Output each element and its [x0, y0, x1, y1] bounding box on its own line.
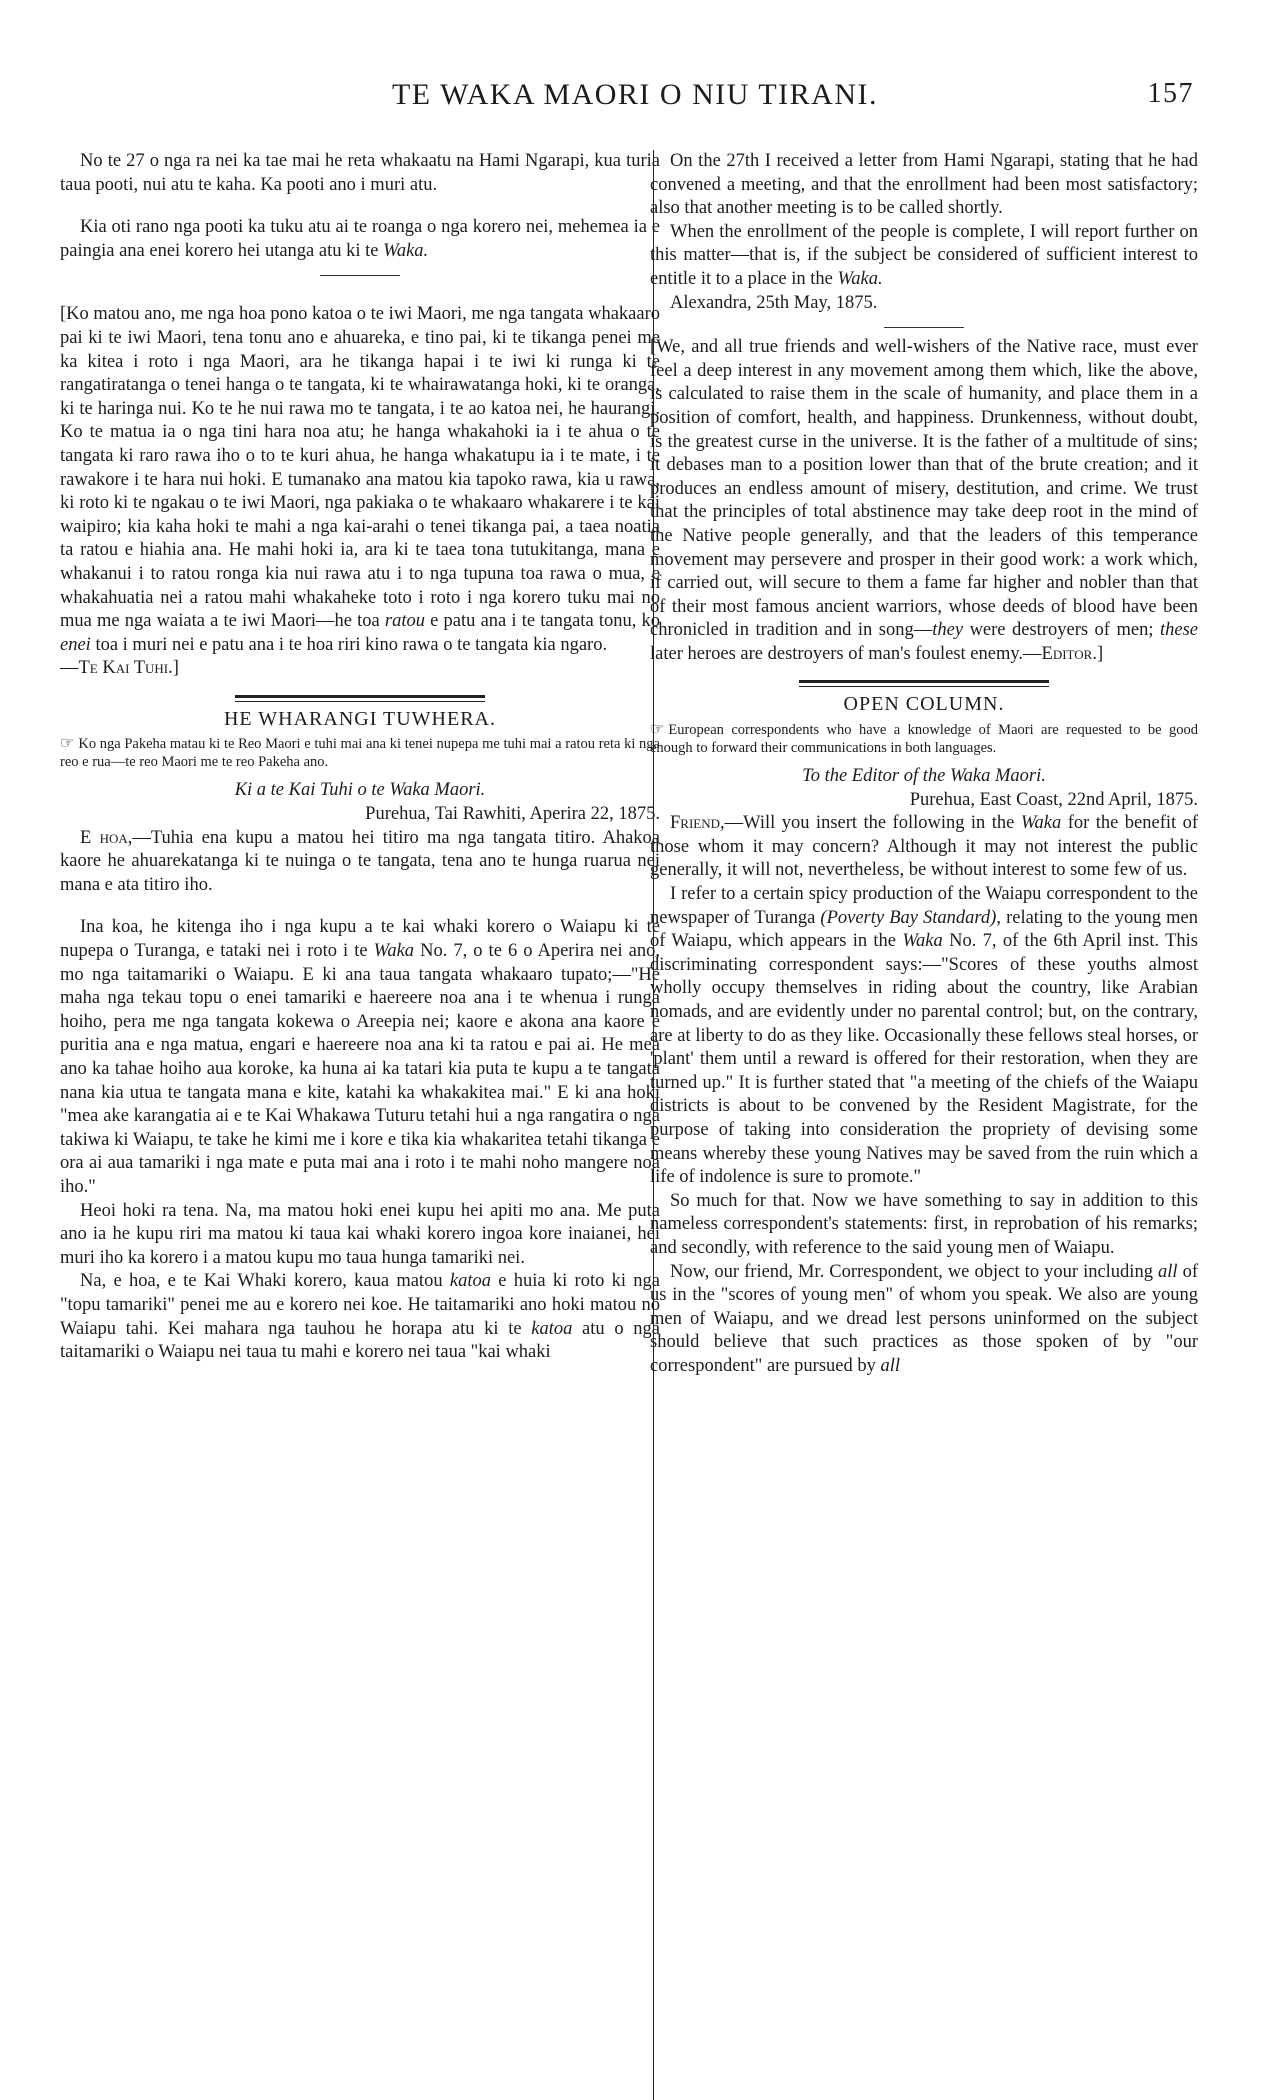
- maori-letter-paragraph-4: Na, e hoa, e te Kai Whaki korero, kaua matou katoa e huia ki roto ki nga "topu tamariki" penei me au e korero nei koe. He taitamariki ano hoki matou no Waiapu tahi. Kei mahara nga tauhou he horapa atu ki te katoa atu o nga taitamariki o Waiapu nei taua tu mahi e korero nei taua "kai whaki: [60, 1271, 660, 1363]
- english-editor-signature: Editor.]: [1041, 643, 1104, 664]
- english-paragraph-2: When the enrollment of the people is complete, I will report further on this matter—that is, if the subject be considered of sufficient interest to entitle it to a place in the Waka.: [650, 221, 1198, 289]
- section-rule: [320, 275, 400, 276]
- section-double-rule: [799, 680, 1049, 687]
- maori-place-date: Purehua, Tai Rawhiti, Aperira 22, 1875.: [365, 804, 660, 825]
- maori-letter-paragraph-1: E hoa,—Tuhia ena kupu a matou hei titiro ma nga tangata titiro. Ahakoa kaore he ahuarekatanga ki te nuinga o te tangata, tena ano te hunga ruarua nei mana e ata titiro iho.: [60, 827, 660, 895]
- pointing-hand-icon: ☞: [60, 735, 75, 753]
- maori-salutation: E hoa,: [80, 827, 133, 848]
- english-paragraph-1: On the 27th I received a letter from Hami Ngarapi, stating that he had convened a meeting, and that the enrollment had been most satisfactory; also that another meeting is to be called shortly.: [650, 151, 1198, 219]
- section-rule: [884, 327, 964, 328]
- maori-paragraph-2: Kia oti rano nga pooti ka tuku atu ai te roanga o nga korero nei, mehemea ia e paingia ana enei korero hei utanga atu ki te Waka.: [60, 217, 660, 261]
- english-letter-paragraph-1: Friend,—Will you insert the following in the Waka for the benefit of those whom it may concern? Although it may not interest the public generally, it will not, nevertheless, be without interest to some few of us.: [650, 813, 1198, 881]
- english-addressee: To the Editor of the Waka Maori.: [802, 766, 1046, 787]
- page-title: TE WAKA MAORI O NIU TIRANI.: [391, 78, 879, 111]
- pointing-hand-icon: ☞: [650, 721, 665, 739]
- maori-letter-paragraph-3: Heoi hoki ra tena. Na, ma matou hoki enei kupu hei apiti mo ana. Me puta ano ia he kupu riri ma matou ki taua kai whaki korero ingoa kore inaianei, hei muri iho ka korero i a matou kupu mo taua hunga tamariki nei.: [60, 1200, 660, 1268]
- english-column: [650, 150, 1198, 1379]
- english-place-date: Alexandra, 25th May, 1875.: [670, 292, 878, 313]
- english-letter-paragraph-3: So much for that. Now we have something to say in addition to this nameless correspondent's statements: first, in reprobation of his remarks; and secondly, with reference to the said young men of Waiapu.: [650, 1190, 1198, 1258]
- maori-paragraph-1: No te 27 o nga ra nei ka tae mai he reta whakaatu na Hami Ngarapi, kua turia taua pooti, nui atu te kaha. Ka pooti ano i muri atu.: [60, 151, 660, 195]
- english-place-date-letter: Purehua, East Coast, 22nd April, 1875.: [909, 789, 1198, 810]
- maori-editor-signature: —Te Kai Tuhi.]: [60, 658, 179, 679]
- maori-notice: ☞ Ko nga Pakeha matau ki te Reo Maori e tuhi mai ana ki tenei nupepa me tuhi mai a ratou reta ki nga reo e rua—te reo Maori me te reo Pakeha ano.: [60, 735, 660, 771]
- english-section-title: OPEN COLUMN.: [843, 693, 1005, 716]
- english-notice: ☞ European correspondents who have a knowledge of Maori are requested to be good enough to forward their communications in both languages.: [650, 721, 1198, 757]
- page-header: [60, 78, 1210, 122]
- maori-column: [60, 150, 660, 1365]
- english-editorial-note: [We, and all true friends and well-wishers of the Native race, must ever feel a deep interest in any movement among them which, like the above, is calculated to raise them in the scale of humanity, and place them in a position of comfort, health, and happiness. Drunkenness, without doubt, is the greatest curse in the universe. It is the father of a multitude of sins; it debases man to a position lower than that of the brute creation; and it produces an endless amount of misery, destitution, and crime. We trust that the principles of total abstinence may take deep root in the mind of the Native people generally, and that the leaders of this temperance movement may persevere and prosper in their good work: a work which, if carried out, will secure to them a fame far higher and nobler than that of their most famous ancient warriors, whose deeds of blood have been chronicled in tradition and in song—they were destroyers of men; these later heroes are destroyers of man's foulest enemy.—Editor.]: [650, 337, 1198, 664]
- section-double-rule: [235, 695, 485, 702]
- english-salutation: Friend,: [670, 813, 725, 834]
- english-letter-paragraph-4: Now, our friend, Mr. Correspondent, we object to your including all of us in the "scores of young men" of whom you speak. We also are young men of Waiapu, and we dread lest persons uninformed on the subject should believe that such practices as those spoken of by "our correspondent" are pursued by all: [650, 1261, 1198, 1376]
- maori-section-title: HE WHARANGI TUWHERA.: [223, 707, 496, 730]
- maori-letter-paragraph-2: Ina koa, he kitenga iho i nga kupu a te kai whaki korero o Waiapu ki te nupepa o Turanga, e tataki nei i roto i te Waka No. 7, o te 6 o Aperira nei ano, mo nga taitamariki o Waiapu. E ki ana taua tangata whakaaro tupato;—"He maha nga tekau topu o enei tamariki e haereere noa ana i te whenua i runga hoiho, pera me nga tangata kokewa o Areepia nei; kaore e akona ana kaore e puritia ana e nga matua, engari e haereere noa ana ki ta ratou e pai ai. He mea ano ka tahae hoiho aua koroke, ka huna ai ka tatari kia puta te kupu a te tangata nana kia utua te tangata mana e kite, katahi ka whakakitea mai." E ki ana hoki "mea ake karangatia ai e te Kai Whakawa Tuturu tetahi hui a nga rangatira o nga takiwa ki Waiapu, te take he kimi me i kore e tika kia whakaritea tetahi tikanga e ora ai aua tamariki i nga mate e puta mai ana i roto i te mahi noho mangere noa iho.": [60, 917, 660, 1197]
- page-number: 157: [1147, 78, 1194, 109]
- maori-addressee: Ki a te Kai Tuhi o te Waka Maori.: [234, 780, 486, 801]
- maori-editorial-note: [Ko matou ano, me nga hoa pono katoa o te iwi Maori, me nga tangata whakaaro pai ki te iwi Maori, tena tonu ano e ahuareka, e tino pai, ki te tikanga penei me ka kitea i roto i nga Maori, ara he tikanga hapai i te iwi ki runga ki te rangatiratanga o tenei hanga o te tangata, ki te whairawatanga hoki, ki te oranga, ki te haringa nui. Ko te he nui rawa mo te tangata, i te ao katoa nei, he haurangi. Ko te matua ia o nga tini hara noa atu; he hanga whakahoki ia i te ahua o te tangata ki raro rawa iho o to te kuri ahua, he hanga whakatupu ia i te mate, i te rawakore i te hara nui hoki. E tumanako ana matou kia tapoko rawa, kia u rawa, ki roto ki te ngakau o te iwi Maori, nga pakiaka o te whakaaro whakarere i te kai waipiro; kia kaha hoki te mahi a nga kai-arahi o tenei tikanga pai, a taea noatia ta ratou e hiahia ana. He mahi hoki ia, ara ki te taea tona tutukitanga, mana e whakanui i to ratou ronga kia nui rawa atu i to nga tupuna toa rawa o mua, e whakahuatia nei a ratou mahi whakaheke toto i roto i nga korero tuku mai no mua me nga waiata a te iwi Maori—he toa ratou e patu ana i te tangata tonu, ko enei toa i muri nei e patu ana i te hoa riri kino rawa o te tangata kia ngaro. —Te Kai Tuhi.]: [60, 304, 661, 679]
- english-letter-paragraph-2: I refer to a certain spicy production of the Waiapu correspondent to the newspaper of Turanga (Poverty Bay Standard), relating to the young men of Waiapu, which appears in the Waka No. 7, of the 6th April inst. This discriminating correspondent says:—"Scores of these youths almost wholly occupy themselves in riding about the country, like Arabian nomads, and are evidently under no parental control; but, on the contrary, are at liberty to do as they like. Occasionally these fellows steal horses, or 'plant' them until a reward is offered for their restoration, when they are turned up." It is further stated that "a meeting of the chiefs of the Waiapu districts is about to be convened by the Resident Magistrate, for the purpose of taking into consideration the propriety of devising some means whereby these young Natives may be saved from the ruin which a life of indolence is sure to promote.": [650, 884, 1198, 1188]
